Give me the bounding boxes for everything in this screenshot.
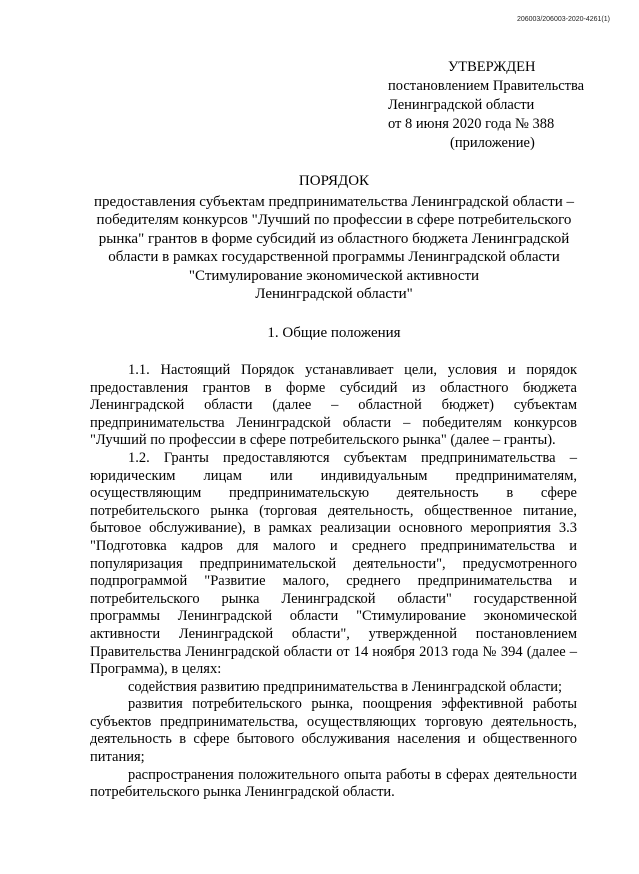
paragraph: содействия развитию предпринимательства в Ленинградской области; xyxy=(128,678,563,695)
paragraph: распространения положительного опыта работы в сферах деятельности потребительского рынка Ленинградской области. xyxy=(90,766,577,801)
paragraph: 1.2. Гранты предоставляются субъектам предпринимательства – юридическим лицам или индивидуальным предпринимателям, осуществляющим предпринимательскую деятельность в сфере потребительского рынка (торговая деятельность, общественное питание, бытовое обслуживание), в рамках реализации основного мероприятия 3.3 "Подготовка кадров для малого и среднего предпринимательства и популяризация предпринимательской деятельности", предусмотренного подпрограммой "Развитие малого, среднего предпринимательства и потребительского рынка Ленинградской области" государственной программы Ленинградской области "Стимулирование экономической активности Ленинградской области", утвержденной постановлением Правительства Ленинградской области от 14 ноября 2013 года № 394 (далее – Программа), в целях: xyxy=(90,449,577,678)
document-heading xyxy=(84,172,584,304)
paragraph: 1.1. Настоящий Порядок устанавливает цели, условия и порядок предоставления грантов в форме субсидий из областного бюджета Ленинградской области (далее – областной бюджет) субъектам предпринимательства Ленинградской области – победителям конкурсов "Лучший по профессии в сфере потребительского рынка" (далее – гранты). xyxy=(90,362,577,449)
approval-appendix: (приложение) xyxy=(450,135,535,151)
heading-line: рынка" грантов в форме субсидий из областного бюджета Ленинградской xyxy=(98,230,570,247)
approval-line-2: Ленинградской области xyxy=(388,97,535,113)
approval-title: УТВЕРЖДЕН xyxy=(448,59,536,75)
paragraph: развития потребительского рынка, поощрения эффективной работы субъектов предпринимательства, осуществляющих торговую деятельность, деятельность в сфере бытового обслуживания населения и общественного питания; xyxy=(90,696,577,766)
approval-line-1: постановлением Правительства xyxy=(388,78,585,94)
heading-line: Ленинградской области" xyxy=(255,286,413,302)
heading-line: области в рамках государственной программы Ленинградской области xyxy=(108,249,560,265)
document-id: 206003/206003-2020-4261(1) xyxy=(516,16,610,23)
approval-stamp xyxy=(388,58,628,153)
section-title: 1. Общие положения xyxy=(267,325,401,341)
heading-title: ПОРЯДОК xyxy=(298,173,370,189)
document-body xyxy=(90,362,577,802)
heading-line: "Стимулирование экономической активности xyxy=(188,267,480,284)
heading-line: предоставления субъектам предпринимательства Ленинградской области – xyxy=(94,193,574,210)
heading-line: победителям конкурсов "Лучший по профессии в сфере потребительского xyxy=(96,212,572,228)
approval-line-3: от 8 июня 2020 года № 388 xyxy=(388,116,555,132)
